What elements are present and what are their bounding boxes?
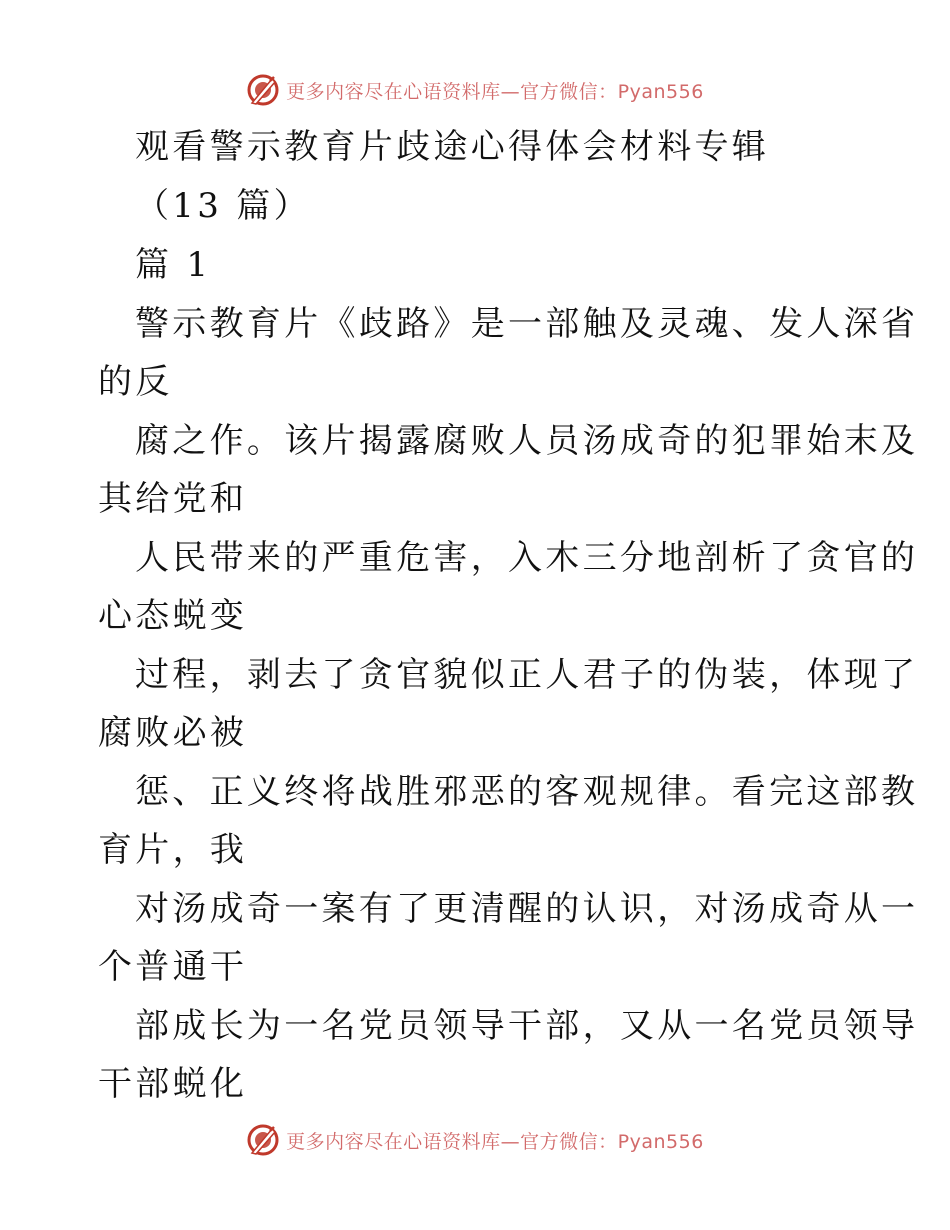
footer-banner-text: 更多内容尽在心语资料库—官方微信：Pyan556	[286, 1130, 704, 1153]
document-title: 观看警示教育片歧途心得体会材料专辑	[135, 127, 770, 167]
paragraph-line: 腐之作。该片揭露腐败人员汤成奇的犯罪始末及	[135, 421, 919, 461]
header-banner-text: 更多内容尽在心语资料库—官方微信：Pyan556	[286, 80, 704, 103]
document-title-count: （13 篇）	[135, 186, 311, 226]
paragraph-line: 干部蜕化	[98, 1064, 248, 1104]
paragraph-line: 部成长为一名党员领导干部，又从一名党员领导	[135, 1006, 919, 1046]
paragraph-line: 对汤成奇一案有了更清醒的认识，对汤成奇从一	[135, 889, 919, 929]
header-banner-inner	[246, 73, 704, 107]
paragraph-line: 人民带来的严重危害，入木三分地剖析了贪官的	[135, 538, 919, 578]
footer-banner	[0, 1120, 950, 1160]
paragraph-line: 过程，剥去了贪官貌似正人君子的伪装，体现了	[135, 655, 919, 695]
quill-pen-logo-icon	[246, 1123, 280, 1157]
paragraph-line: 育片，我	[98, 830, 248, 870]
paragraph-line: 个普通干	[98, 947, 248, 987]
paragraph-line: 心态蜕变	[98, 596, 248, 636]
paragraph-line: 其给党和	[98, 479, 248, 519]
section-label: 篇 1	[135, 245, 212, 285]
header-banner	[0, 70, 950, 110]
paragraph-line: 腐败必被	[98, 713, 248, 753]
paragraph-line: 的反	[98, 362, 173, 402]
paragraph-line: 警示教育片《歧路》是一部触及灵魂、发人深省	[135, 304, 919, 344]
paragraph-line: 惩、正义终将战胜邪恶的客观规律。看完这部教	[135, 772, 919, 812]
quill-pen-logo-icon	[246, 73, 280, 107]
footer-banner-inner	[246, 1123, 704, 1157]
